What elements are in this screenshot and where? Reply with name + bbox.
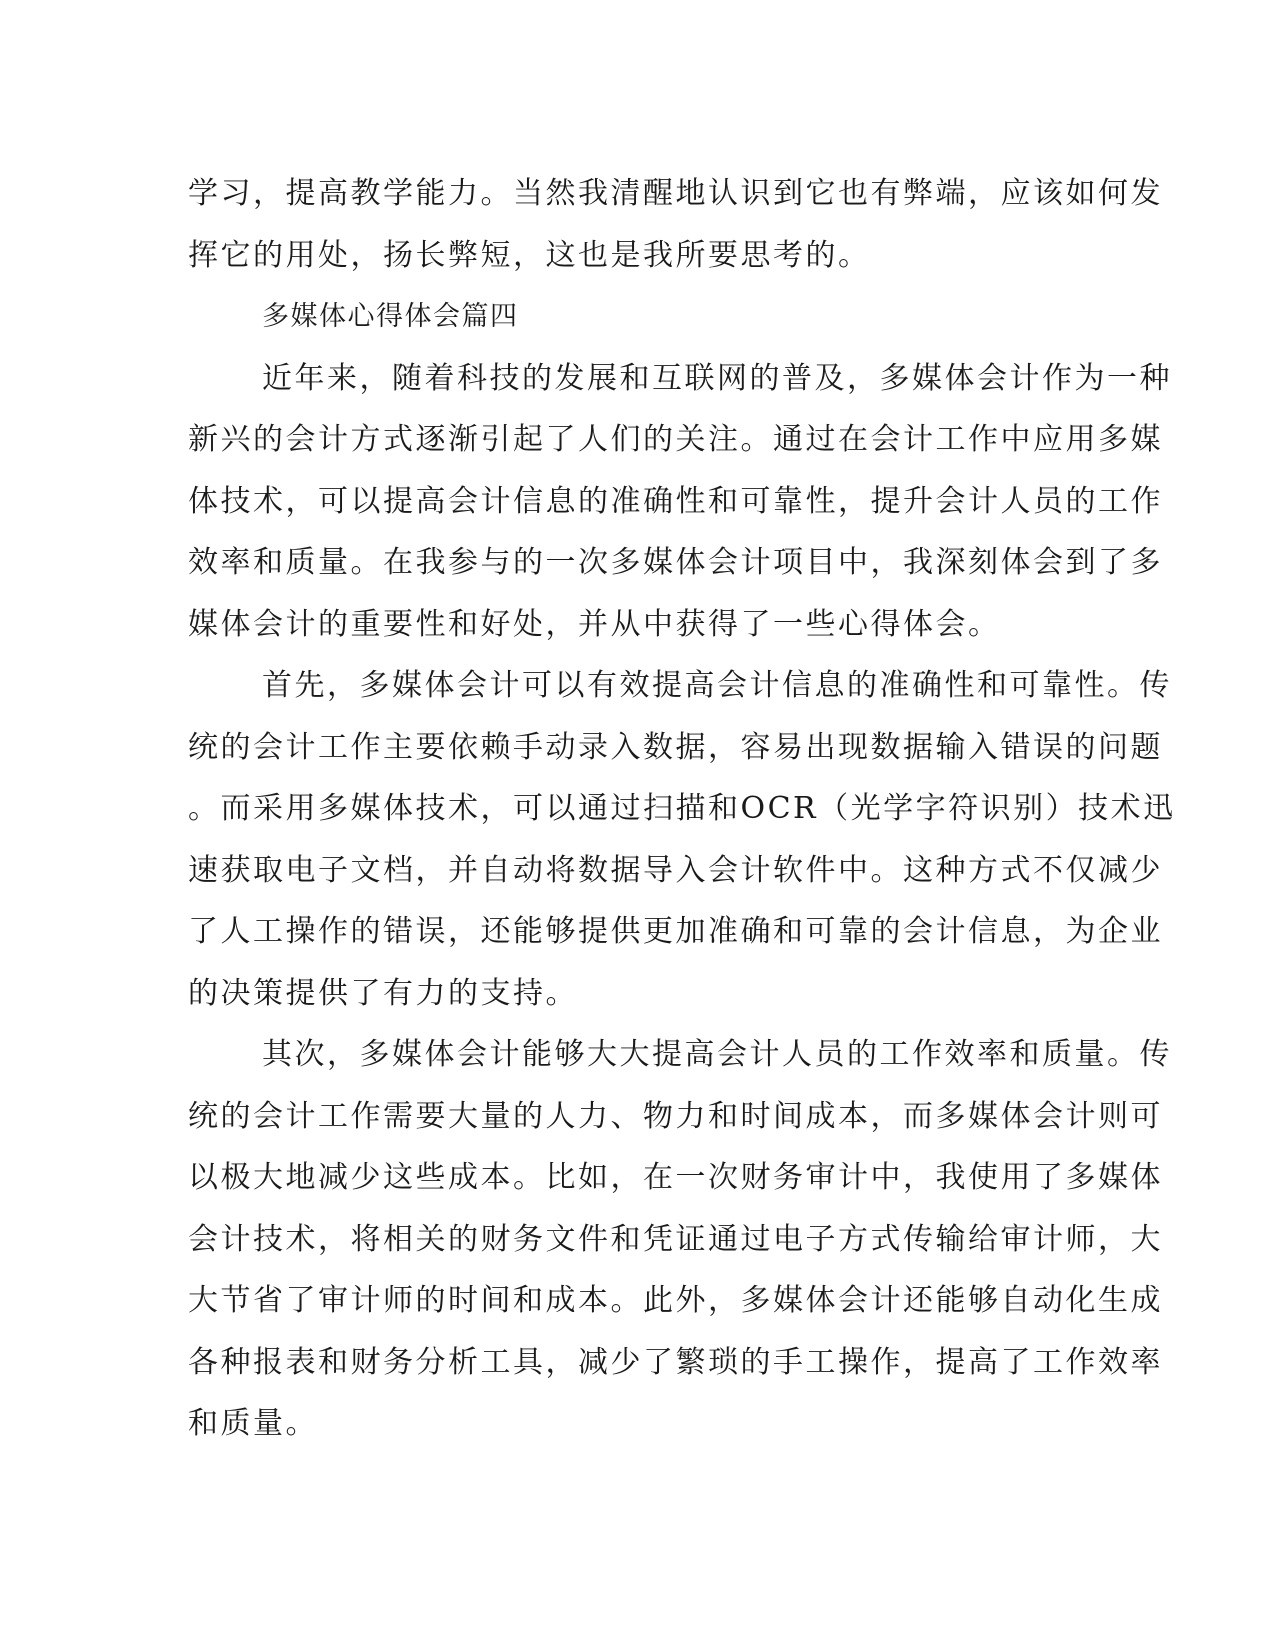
text-line: 媒体会计的重要性和好处，并从中获得了一些心得体会。 xyxy=(188,606,1001,642)
text-line: 新兴的会计方式逐渐引起了人们的关注。通过在会计工作中应用多媒 xyxy=(188,422,1163,457)
text-line: 了人工操作的错误，还能够提供更加准确和可靠的会计信息，为企业 xyxy=(188,914,1163,949)
text-line: 统的会计工作需要大量的人力、物力和时间成本，而多媒体会计则可 xyxy=(188,1098,1163,1134)
intro-paragraph xyxy=(188,163,1163,286)
text-line: 。而采用多媒体技术，可以通过扫描和OCR（光学字符识别）技术迅 xyxy=(188,791,1176,826)
document-body xyxy=(188,163,1176,1455)
text-line: 首先，多媒体会计可以有效提高会计信息的准确性和可靠性。传 xyxy=(262,668,1172,703)
text-line: 学习，提高教学能力。当然我清醒地认识到它也有弊端，应该如何发 xyxy=(188,176,1163,211)
text-line: 近年来，随着科技的发展和互联网的普及，多媒体会计作为一种 xyxy=(262,360,1172,396)
section-title-text: 多媒体心得体会篇四 xyxy=(262,301,519,332)
text-line: 效率和质量。在我参与的一次多媒体会计项目中，我深刻体会到了多 xyxy=(188,545,1163,580)
paragraph-3 xyxy=(188,1024,1172,1455)
paragraph-2 xyxy=(188,655,1176,1024)
section-title xyxy=(188,286,1088,348)
text-line: 以极大地减少这些成本。比如，在一次财务审计中，我使用了多媒体 xyxy=(188,1160,1163,1195)
text-line: 其次，多媒体会计能够大大提高会计人员的工作效率和质量。传 xyxy=(262,1037,1172,1072)
text-line: 各种报表和财务分析工具，减少了繁琐的手工操作，提高了工作效率 xyxy=(188,1344,1163,1380)
paragraph-1 xyxy=(188,348,1172,656)
text-line: 统的会计工作主要依赖手动录入数据，容易出现数据输入错误的问题 xyxy=(188,729,1163,765)
text-line: 和质量。 xyxy=(188,1406,318,1441)
text-line: 大节省了审计师的时间和成本。此外，多媒体会计还能够自动化生成 xyxy=(188,1283,1163,1318)
text-line: 速获取电子文档，并自动将数据导入会计软件中。这种方式不仅减少 xyxy=(188,852,1163,888)
text-line: 会计技术，将相关的财务文件和凭证通过电子方式传输给审计师，大 xyxy=(188,1221,1163,1257)
text-line: 的决策提供了有力的支持。 xyxy=(188,975,578,1011)
text-line: 挥它的用处，扬长弊短，这也是我所要思考的。 xyxy=(188,237,871,273)
text-line: 体技术，可以提高会计信息的准确性和可靠性，提升会计人员的工作 xyxy=(188,483,1163,519)
